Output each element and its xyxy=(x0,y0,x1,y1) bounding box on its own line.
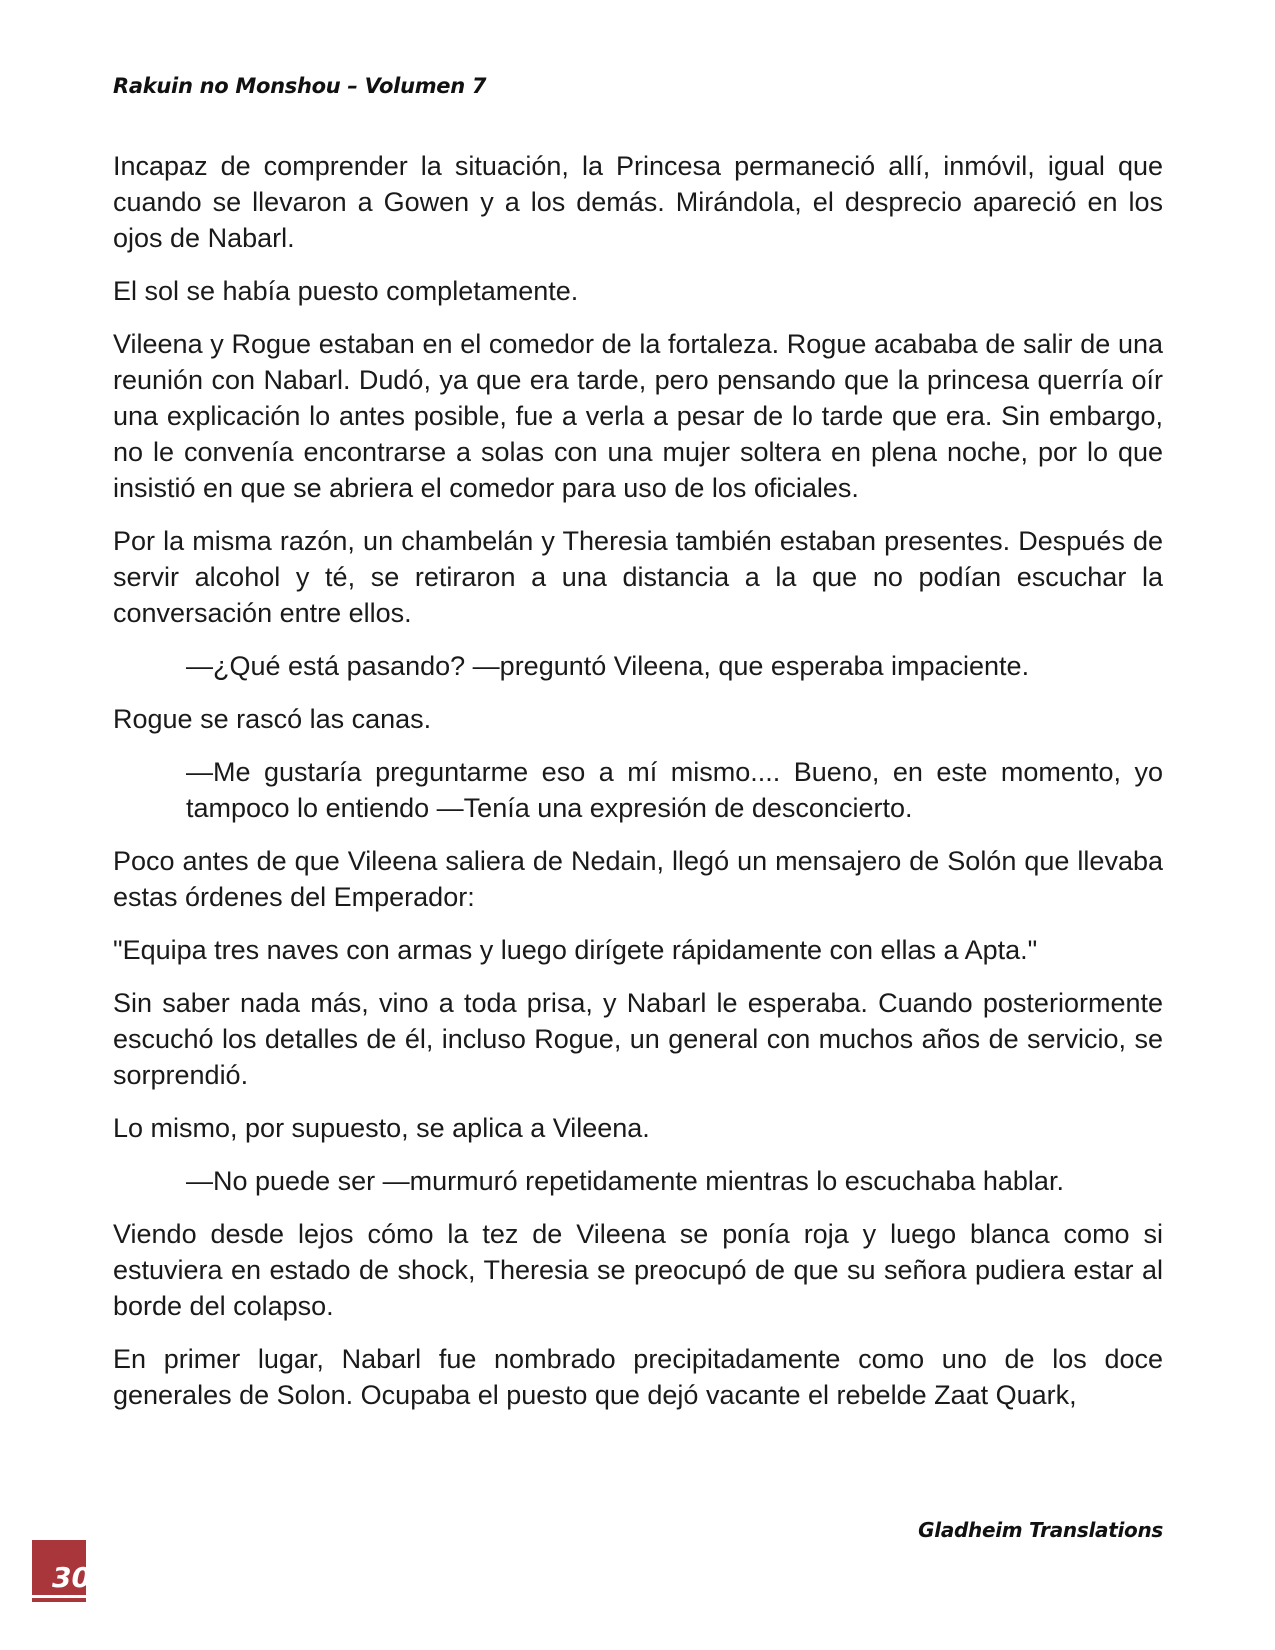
paragraph: En primer lugar, Nabarl fue nombrado precipitadamente como uno de los doce generales de Solon. Ocupaba el puesto que dejó vacante el rebelde Zaat Quark, xyxy=(113,1344,1163,1410)
paragraph: Rogue se rascó las canas. xyxy=(113,704,432,734)
quoted-order: "Equipa tres naves con armas y luego dirígete rápidamente con ellas a Apta." xyxy=(113,935,1038,965)
dialog-line: —Me gustaría preguntarme eso a mí mismo.... Bueno, en este momento, yo tampoco lo entiendo —Tenía una expresión de desconcierto. xyxy=(186,757,1163,823)
paragraph: El sol se había puesto completamente. xyxy=(113,276,579,306)
paragraph: Lo mismo, por supuesto, se aplica a Vileena. xyxy=(113,1113,650,1143)
running-header: Rakuin no Monshou – Volumen 7 xyxy=(113,74,487,98)
page-number: 30 xyxy=(52,1561,91,1594)
paragraph: Incapaz de comprender la situación, la Princesa permaneció allí, inmóvil, igual que cuando se llevaron a Gowen y a los demás. Mirándola, el desprecio apareció en los ojos de Nabarl. xyxy=(113,151,1163,253)
dialog-line: —¿Qué está pasando? —preguntó Vileena, que esperaba impaciente. xyxy=(186,651,1030,681)
page-number-underline xyxy=(32,1595,86,1598)
paragraph: Sin saber nada más, vino a toda prisa, y Nabarl le esperaba. Cuando posteriormente escuchó los detalles de él, incluso Rogue, un general con muchos años de servicio, se sorprendió. xyxy=(113,988,1163,1090)
page-body xyxy=(113,148,1163,1430)
paragraph: Vileena y Rogue estaban en el comedor de la fortaleza. Rogue acababa de salir de una reunión con Nabarl. Dudó, ya que era tarde, pero pensando que la princesa querría oír una explicación lo antes posible, fue a verla a pesar de lo tarde que era. Sin embargo, no le convenía encontrarse a solas con una mujer soltera en plena noche, por lo que insistió en que se abriera el comedor para uso de los oficiales. xyxy=(113,329,1163,503)
translator-credit: Gladheim Translations xyxy=(918,1518,1163,1542)
page-number-badge xyxy=(32,1540,91,1602)
paragraph: Por la misma razón, un chambelán y Theresia también estaban presentes. Después de servir alcohol y té, se retiraron a una distancia a la que no podían escuchar la conversación entre ellos. xyxy=(113,526,1163,628)
dialog-line: —No puede ser —murmuró repetidamente mientras lo escuchaba hablar. xyxy=(186,1166,1064,1196)
paragraph: Poco antes de que Vileena saliera de Nedain, llegó un mensajero de Solón que llevaba estas órdenes del Emperador: xyxy=(113,846,1163,912)
paragraph: Viendo desde lejos cómo la tez de Vileena se ponía roja y luego blanca como si estuviera en estado de shock, Theresia se preocupó de que su señora pudiera estar al borde del colapso. xyxy=(113,1219,1163,1321)
